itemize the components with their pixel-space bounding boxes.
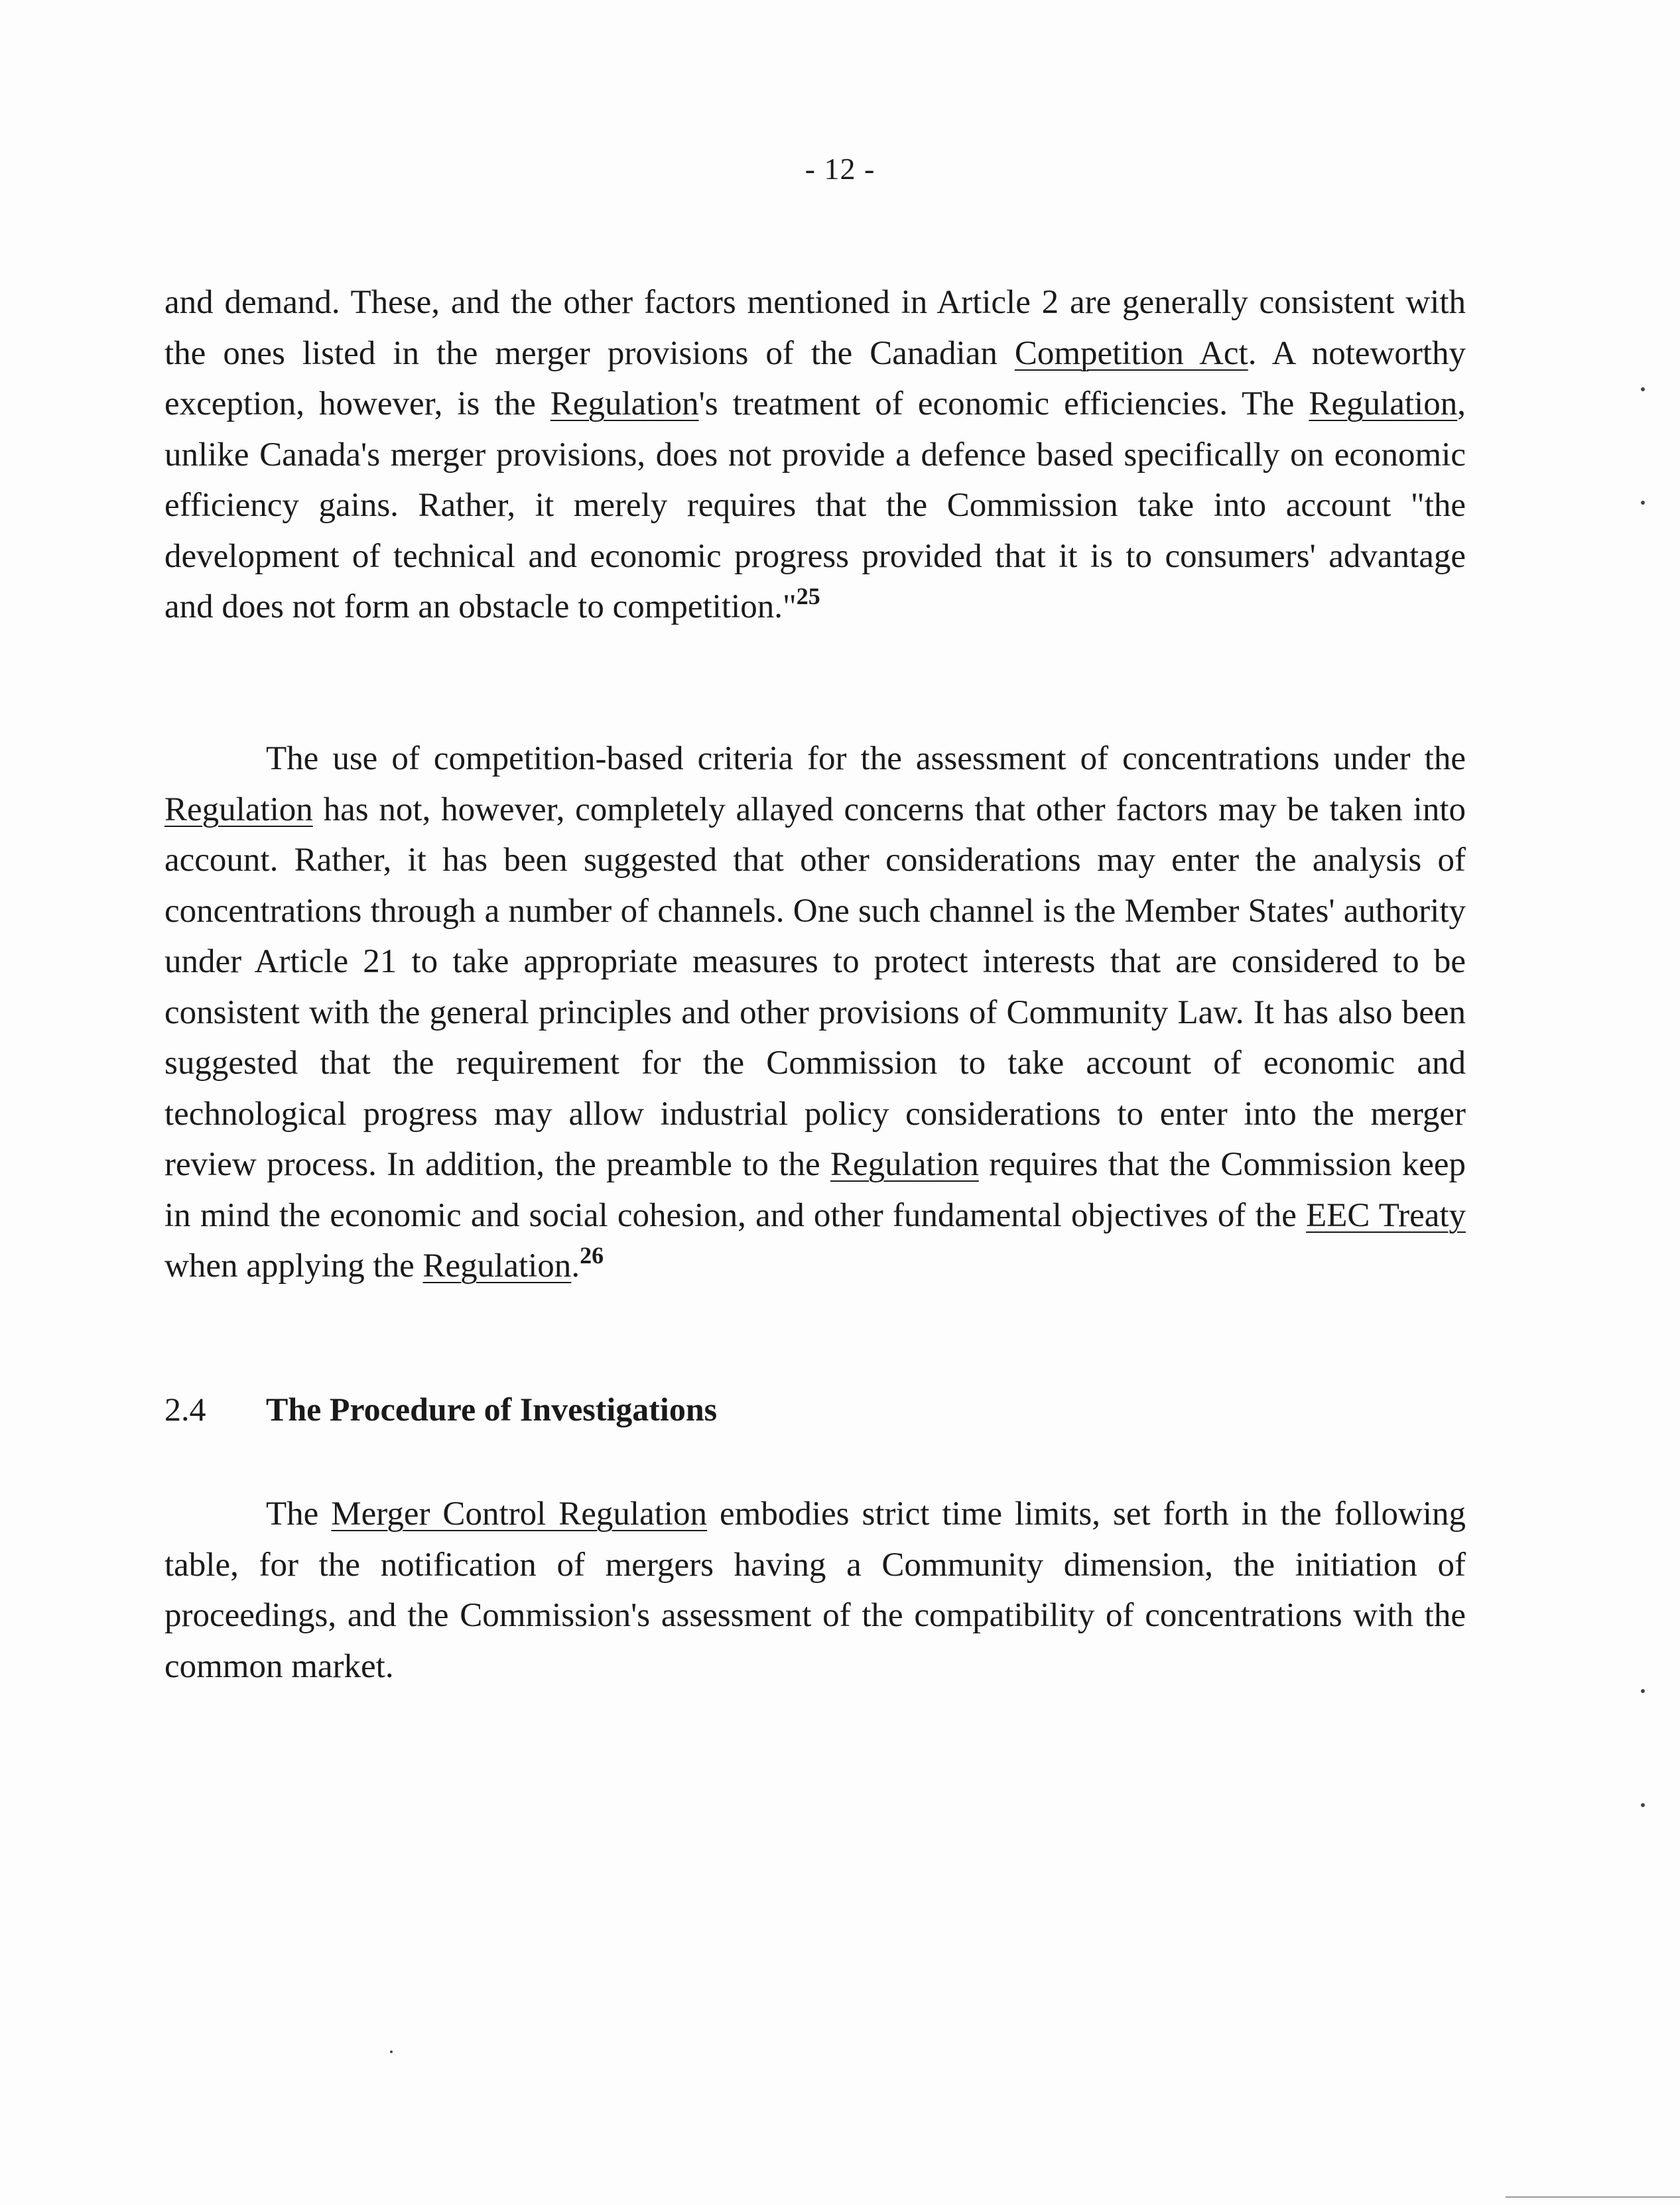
statute-title-regulation: Regulation	[830, 1146, 979, 1183]
section-heading	[164, 1390, 717, 1428]
footnote-marker: 25	[796, 583, 820, 609]
scan-speck	[1641, 387, 1645, 391]
statute-title-regulation: Regulation	[1309, 385, 1458, 422]
section-number: 2.4	[164, 1391, 206, 1428]
paragraph-other-factors	[164, 733, 1466, 1292]
scan-speck	[1641, 1689, 1645, 1693]
paragraph-text: The	[266, 1495, 332, 1533]
scan-speck	[1641, 1803, 1645, 1807]
scan-speck	[1641, 501, 1645, 505]
statute-title-regulation: Regulation	[422, 1247, 572, 1285]
statute-title-competition-act: Competition Act	[1014, 334, 1248, 372]
paragraph-text: requires that the Commission keep in mind the economic and social cohesion, and other fundamental objectives of the	[164, 1146, 1466, 1234]
statute-title-eec-treaty: EEC Treaty	[1306, 1196, 1466, 1234]
paragraph-text: The use of competition-based criteria for the assessment of concentrations under the	[266, 740, 1466, 777]
paragraph-text: , unlike Canada's merger provisions, does not provide a defence based specifically on economic efficiency gains. Rather, it merely requires that the Commission take into account "the development of technical and economic progress provided that it is to consumers' advantage and does not form an obstacle to competition."	[164, 385, 1466, 625]
paragraph-text: has not, however, completely allayed concerns that other factors may be taken into account. Rather, it has been suggested that other considerations may enter the analysis of concentrations through a number of channels. One such channel is the Member States' authority under Article 21 to take appropriate measures to protect interests that are considered to be consistent with the general principles and other provisions of Community Law. It has also been suggested that the requirement for the Commission to take account of economic and technological progress may allow industrial policy considerations to enter into the merger review process. In addition, the preamble to the	[164, 790, 1466, 1183]
statute-title-regulation: Regulation	[550, 385, 699, 422]
paragraph-text: .	[571, 1247, 580, 1285]
footnote-marker: 26	[580, 1242, 604, 1269]
paragraph-time-limits	[164, 1489, 1466, 1692]
paragraph-text: when applying the	[164, 1247, 423, 1285]
paragraph-economic-efficiencies	[164, 277, 1466, 633]
paragraph-text: embodies strict time limits, set forth in the following table, for the notification of mergers having a Community dimension, the initiation of proceedings, and the Commission's assessment of the compatibility of concentrations with the common market.	[164, 1495, 1466, 1685]
statute-title-regulation: Regulation	[164, 790, 313, 828]
section-title: The Procedure of Investigations	[266, 1391, 718, 1428]
paragraph-text: and demand. These, and the other factors mentioned in Article 2 are generally consistent with the ones listed in the merger provisions of the Canadian	[164, 284, 1466, 372]
paragraph-text: . A noteworthy exception, however, is the	[164, 334, 1466, 422]
paragraph-text: 's treatment of economic efficiencies. The	[698, 385, 1309, 422]
page-number: - 12 -	[805, 152, 875, 186]
statute-title-merger-control-regulation: Merger Control Regulation	[331, 1495, 708, 1533]
scan-edge-line	[1506, 2196, 1680, 2198]
scan-speck	[390, 2050, 393, 2053]
